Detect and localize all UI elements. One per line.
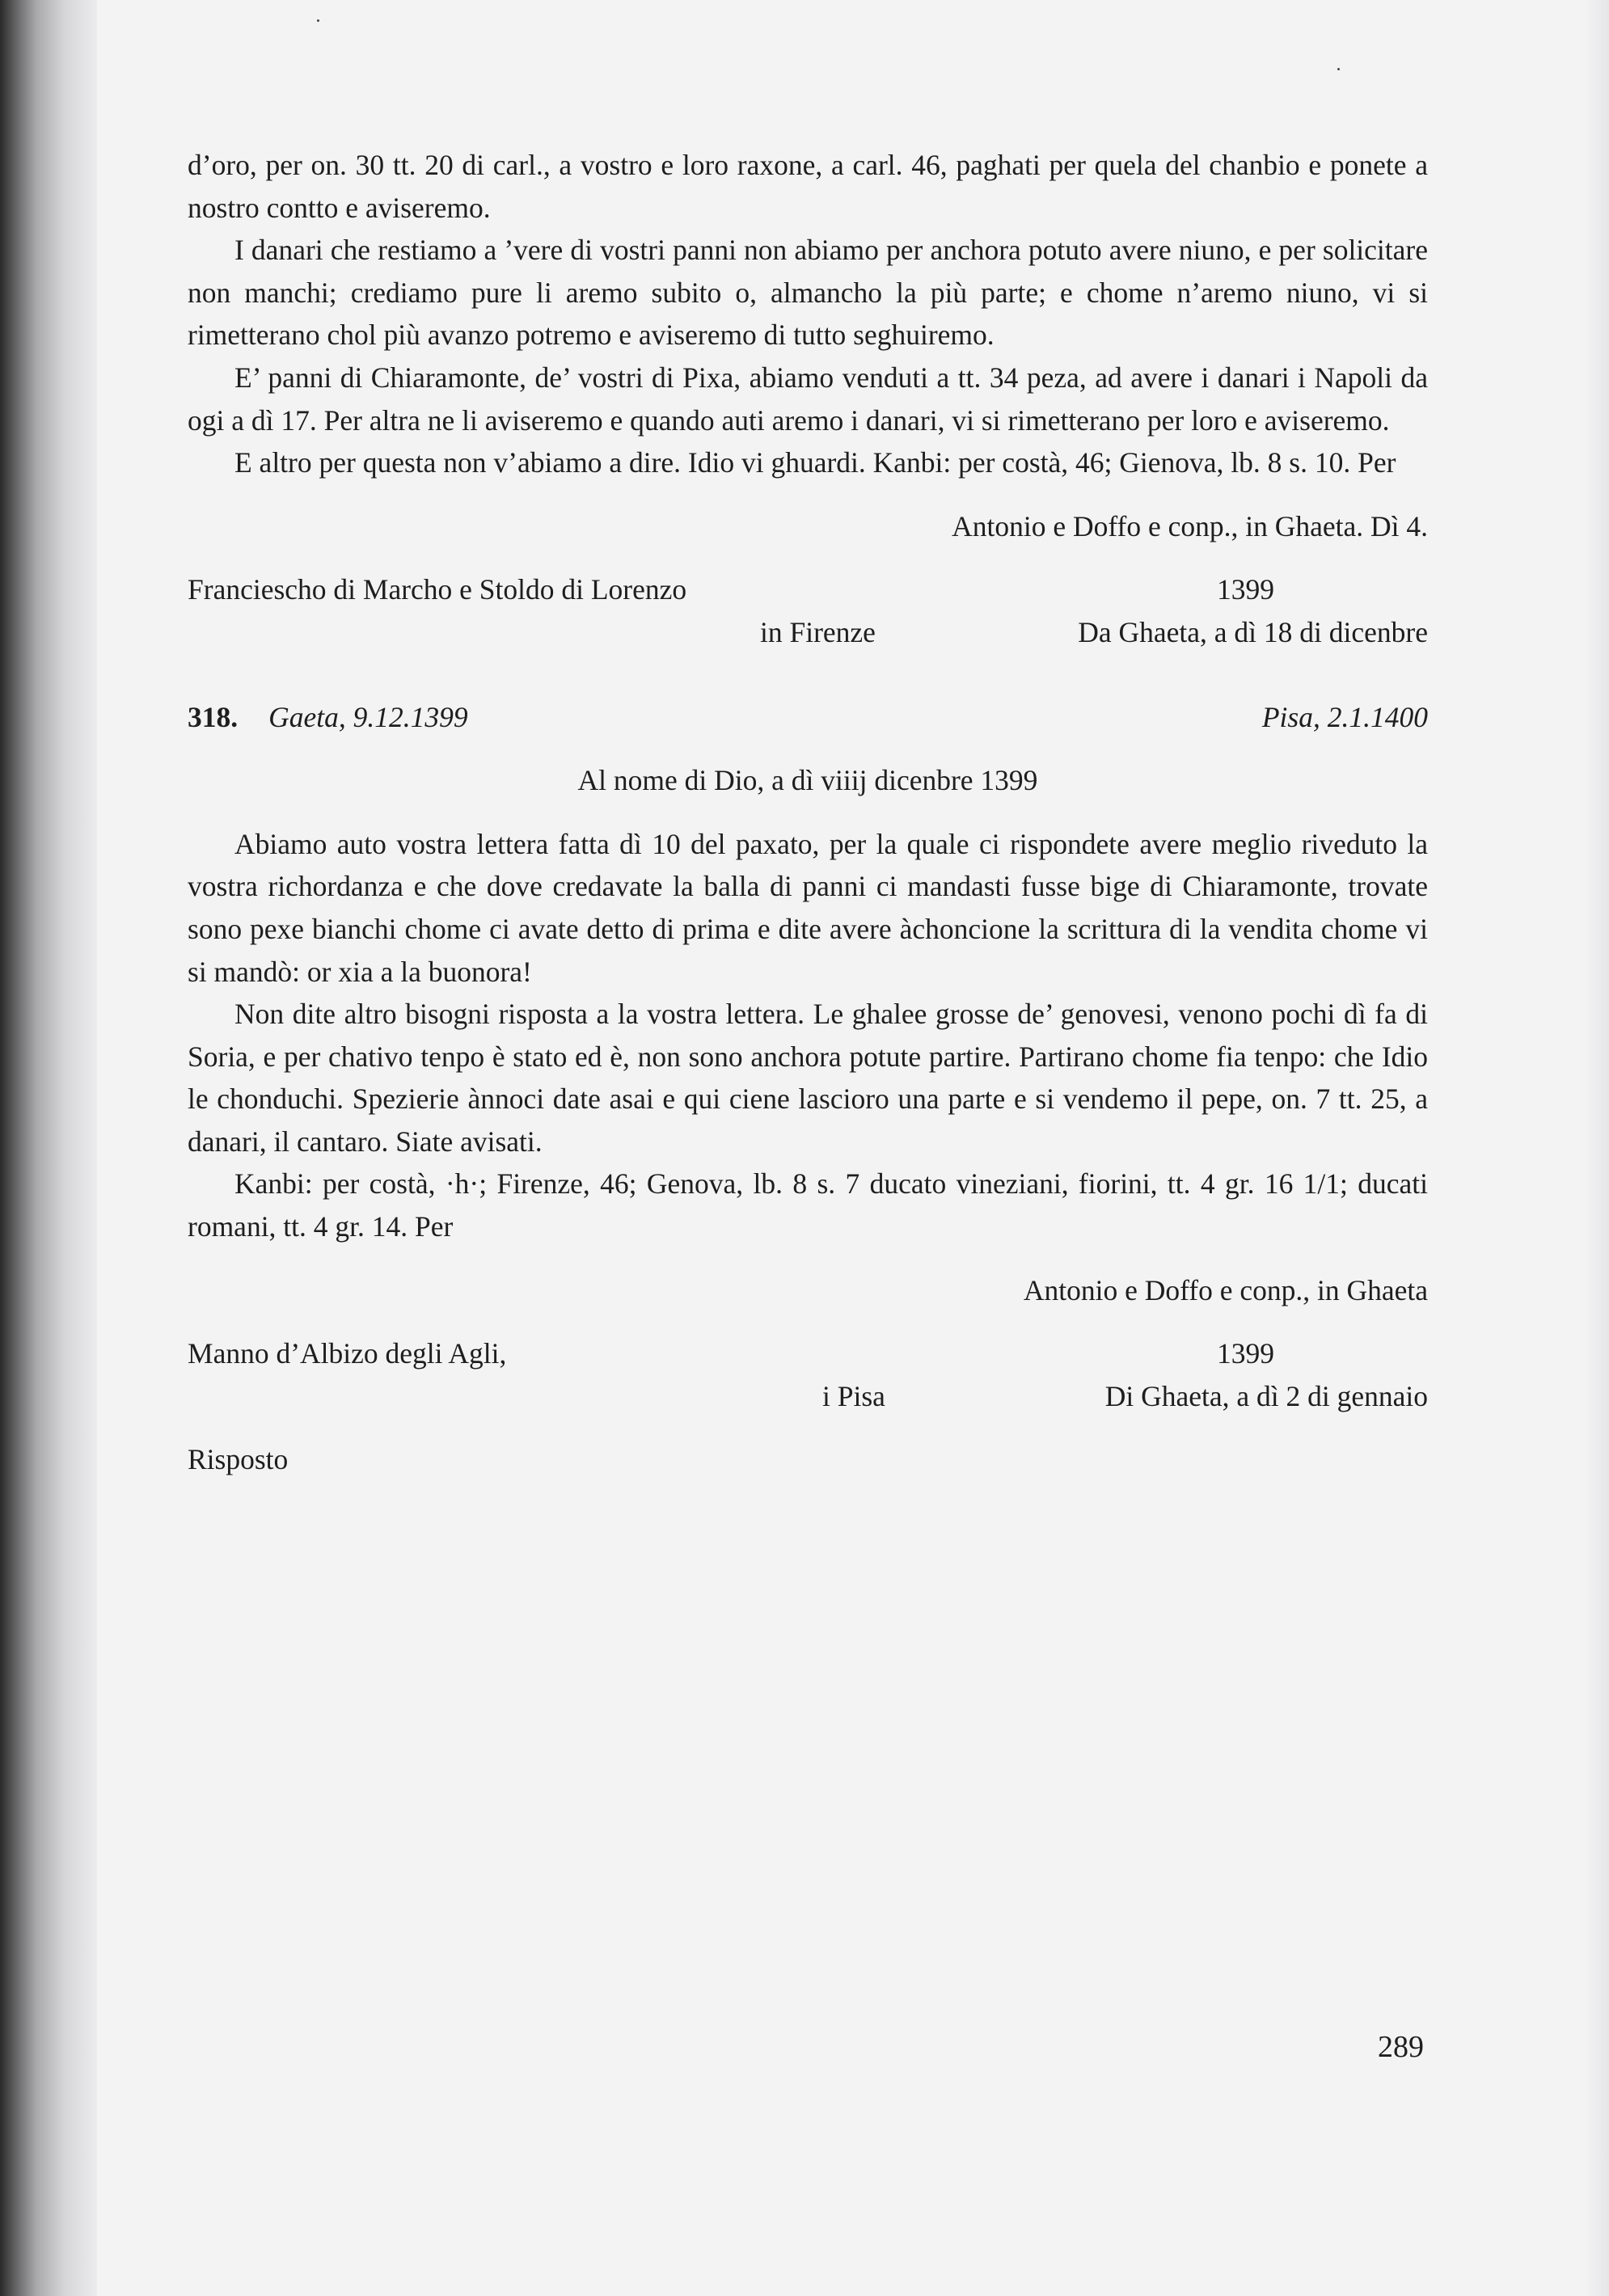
document-header xyxy=(188,696,1428,739)
invocation: Al nome di Dio, a dì viiij dicenbre 1399 xyxy=(577,764,1038,797)
paragraph-lettera: Abiamo auto vostra lettera fatta dì 10 del paxato, per la quale ci rispondete avere meglio riveduto la vostra richordanza e che dove credavate la balla di panni ci mandasti fusse bige di Chiaramonte, trovate sono pexe bianchi chome ci avate detto di prima e dite avere àchoncione la scrittura di la vendita chome vi si mandò: or xia a la buonora! xyxy=(188,827,1428,988)
document-number: 318. xyxy=(188,700,239,733)
document-received: Pisa, 2.1.1400 xyxy=(1261,700,1428,733)
speck xyxy=(1337,68,1340,70)
paragraph-closing: E altro per questa non v’abiamo a dire. Idio vi ghuardi. Kanbi: per costà, 46; Gienova, lb. 8 s. 10. Per xyxy=(234,446,1396,479)
paragraph-continuation: d’oro, per on. 30 tt. 20 di carl., a vostro e loro raxone, a carl. 46, paghati per quela del chanbio e ponete a nostro contto e aviseremo. xyxy=(188,149,1428,224)
paper-edge xyxy=(1585,0,1609,2296)
address-line-2 xyxy=(188,1375,1428,1418)
address-year-1: 1399 xyxy=(1217,573,1274,606)
paragraph-danari: I danari che restiamo a ’vere di vostri panni non abiamo per anchora potuto avere niuno, e per solicitare non manchi; crediamo pure li aremo subito o, almancho la più parte; e chome n’aremo niuno, vi si rimetterano chol più avanzo potremo e aviseremo di tutto seghuiremo. xyxy=(188,234,1428,352)
sent-from-2: Di Ghaeta, a dì 2 di gennaio xyxy=(1104,1379,1428,1412)
document-place-date: Gaeta, 9.12.1399 xyxy=(268,700,468,733)
address-block-1 xyxy=(188,568,1428,611)
paragraph-ghalee: Non dite altro bisogni risposta a la vostra lettera. Le ghalee grosse de’ genovesi, venono pochi dì fa di Soria, e per chativo tenpo è stato ed è, non sono anchora potute partire. Partirano chome fia tenpo: che Idio le chonduchi. Spezierie ànnoci date asai e qui ciene lascioro una parte e si vendemo il pepe, on. 7 tt. 25, a danari, il cantaro. Siate avisati. xyxy=(188,998,1428,1158)
signature-2: Antonio e Doffo e conp., in Ghaeta xyxy=(1023,1273,1428,1306)
address-year-2: 1399 xyxy=(1217,1337,1274,1370)
paragraph-kanbi: Kanbi: per costà, ·h·; Firenze, 46; Genova, lb. 8 s. 7 ducato vineziani, fiorini, tt. 4 gr. 16 1/1; ducati romani, tt. 4 gr. 14. Per xyxy=(188,1167,1428,1243)
reply-note: Risposto xyxy=(188,1443,289,1476)
sent-from-1: Da Ghaeta, a dì 18 di dicenbre xyxy=(1078,615,1428,648)
paragraph-panni: E’ panni di Chiaramonte, de’ vostri di Pixa, abiamo venduti a tt. 34 peza, ad avere i danari i Napoli da ogi a dì 17. Per altra ne li aviseremo e quando auti aremo i danari, vi si rimetterano per loro e aviseremo. xyxy=(188,361,1428,437)
signature-1: Antonio e Doffo e conp., in Ghaeta. Dì 4. xyxy=(952,509,1428,542)
address-block-2 xyxy=(188,1332,1428,1375)
address-city-2: i Pisa xyxy=(822,1379,885,1412)
address-line-1 xyxy=(188,611,1428,654)
addressee-1: Franciescho di Marcho e Stoldo di Lorenzo xyxy=(188,573,687,606)
addressee-2: Manno d’Albizo degli Agli, xyxy=(188,1337,507,1370)
page-number: 289 xyxy=(1378,2030,1424,2064)
book-gutter-shadow xyxy=(0,0,97,2296)
speck xyxy=(317,19,319,22)
address-city-1: in Firenze xyxy=(760,615,876,648)
page-text-block xyxy=(188,144,1428,1481)
